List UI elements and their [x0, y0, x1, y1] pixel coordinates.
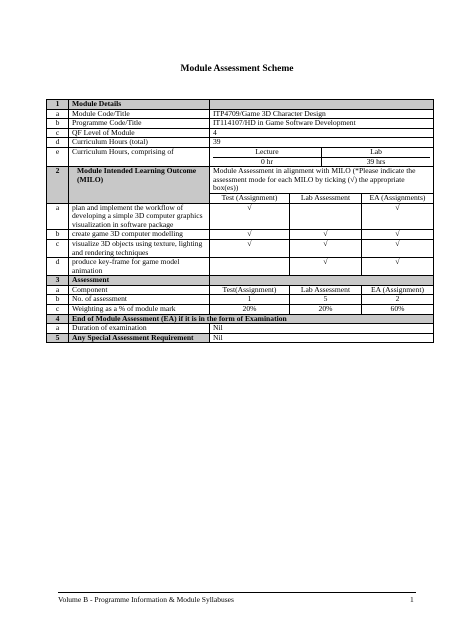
milo-text: produce key-frame for game model animation: [69, 258, 210, 276]
section-number: 3: [47, 276, 69, 286]
section-1-header: [47, 100, 434, 110]
row-label: Module Code/Title: [69, 109, 210, 119]
row-label: Curriculum Hours (total): [69, 138, 210, 148]
milo-text: plan and implement the workflow of developing a simple 3D computer graphics visualization in software package: [69, 203, 210, 230]
section-3-header: [47, 276, 434, 286]
section-number: 1: [47, 100, 69, 110]
row-label: QF Level of Module: [69, 128, 210, 138]
milo-row: [47, 230, 434, 240]
tick-mark: √: [290, 239, 362, 257]
tick-mark: √: [210, 230, 290, 240]
row-letter: b: [47, 230, 69, 240]
page-number: 1: [410, 595, 414, 604]
assessment-row: [47, 305, 434, 315]
section-number: 4: [47, 314, 69, 324]
section-label: Module Details: [69, 100, 210, 110]
lecture-hours: 0 hr: [213, 157, 322, 166]
row-label: Curriculum Hours, comprising of: [69, 147, 210, 166]
row-value: 4: [210, 128, 434, 138]
milo-row: [47, 203, 434, 230]
row-letter: b: [47, 119, 69, 129]
assessment-value: 2: [362, 295, 434, 305]
section-5-row: [47, 333, 434, 343]
row-letter: a: [47, 203, 69, 230]
mode-header: Lab Assessment: [290, 193, 362, 203]
tick-mark: [290, 203, 362, 230]
assessment-scheme-table: [46, 99, 434, 343]
row-value: IT114107/HD in Game Software Development: [210, 119, 434, 129]
milo-row: [47, 258, 434, 276]
milo-text: visualize 3D objects using texture, lighting and rendering techniques: [69, 239, 210, 257]
row-value: Nil: [210, 333, 434, 343]
page-title: Module Assessment Scheme: [180, 64, 294, 74]
section-label: Any Special Assessment Requirement: [69, 333, 210, 343]
tick-mark: √: [362, 239, 434, 257]
row-label: No. of assessment: [69, 295, 210, 305]
lab-hours: 39 hrs: [322, 157, 431, 166]
exam-row: [47, 324, 434, 334]
footer-divider: [58, 592, 416, 593]
assessment-value: Test(Assignment): [210, 285, 290, 295]
section-number: 2: [47, 167, 69, 203]
footer-text: Volume B - Programme Information & Module Syllabuses: [58, 595, 234, 604]
lecture-label: Lecture: [255, 146, 279, 156]
assessment-value: 1: [210, 295, 290, 305]
row-letter: d: [47, 138, 69, 148]
row-letter: e: [47, 147, 69, 166]
mode-header: EA (Assignments): [362, 193, 434, 203]
lab-label: Lab: [322, 148, 431, 157]
assessment-value: 20%: [290, 305, 362, 315]
tick-mark: √: [210, 239, 290, 257]
milo-instruction: Module Assessment in alignment with MILO (*Please indicate the assessment mode for each MILO by ticking (√) the appropriate box(es)): [210, 167, 434, 194]
hours-breakdown: [213, 148, 430, 166]
row-label: Duration of examination: [69, 324, 210, 334]
section-2-header: [47, 167, 434, 194]
row-letter: b: [47, 295, 69, 305]
section-label: Assessment: [69, 276, 210, 286]
row-letter: c: [47, 128, 69, 138]
row-value: Nil: [210, 324, 434, 334]
section-number: 5: [47, 333, 69, 343]
row-value: ITP4709/Game 3D Character Design: [210, 109, 434, 119]
row-value: 39: [210, 138, 434, 148]
detail-row-hours: [47, 147, 434, 166]
row-letter: c: [47, 239, 69, 257]
row-letter: a: [47, 324, 69, 334]
row-label: Programme Code/Title: [69, 119, 210, 129]
tick-mark: √: [362, 203, 434, 230]
tick-mark: √: [290, 258, 362, 276]
milo-row: [47, 239, 434, 257]
tick-mark: √: [290, 230, 362, 240]
row-letter: a: [47, 285, 69, 295]
assessment-value: 20%: [210, 305, 290, 315]
section-label: Module Intended Learning Outcome (MILO): [69, 167, 210, 203]
section-label: End of Module Assessment (EA) if it is in the form of Examination: [69, 314, 434, 324]
assessment-value: Lab Assessment: [290, 285, 362, 295]
assessment-value: 5: [290, 295, 362, 305]
row-letter: c: [47, 305, 69, 315]
row-label: Component: [69, 285, 210, 295]
assessment-value: 60%: [362, 305, 434, 315]
tick-mark: √: [362, 258, 434, 276]
row-letter: a: [47, 109, 69, 119]
row-letter: d: [47, 258, 69, 276]
tick-mark: [210, 258, 290, 276]
milo-text: create game 3D computer modelling: [69, 230, 210, 240]
mode-header: Test (Assignment): [210, 193, 290, 203]
tick-mark: √: [210, 203, 290, 230]
detail-row: [47, 119, 434, 129]
assessment-value: EA (Assignment): [362, 285, 434, 295]
tick-mark: √: [362, 230, 434, 240]
row-label: Weighting as a % of module mark: [69, 305, 210, 315]
